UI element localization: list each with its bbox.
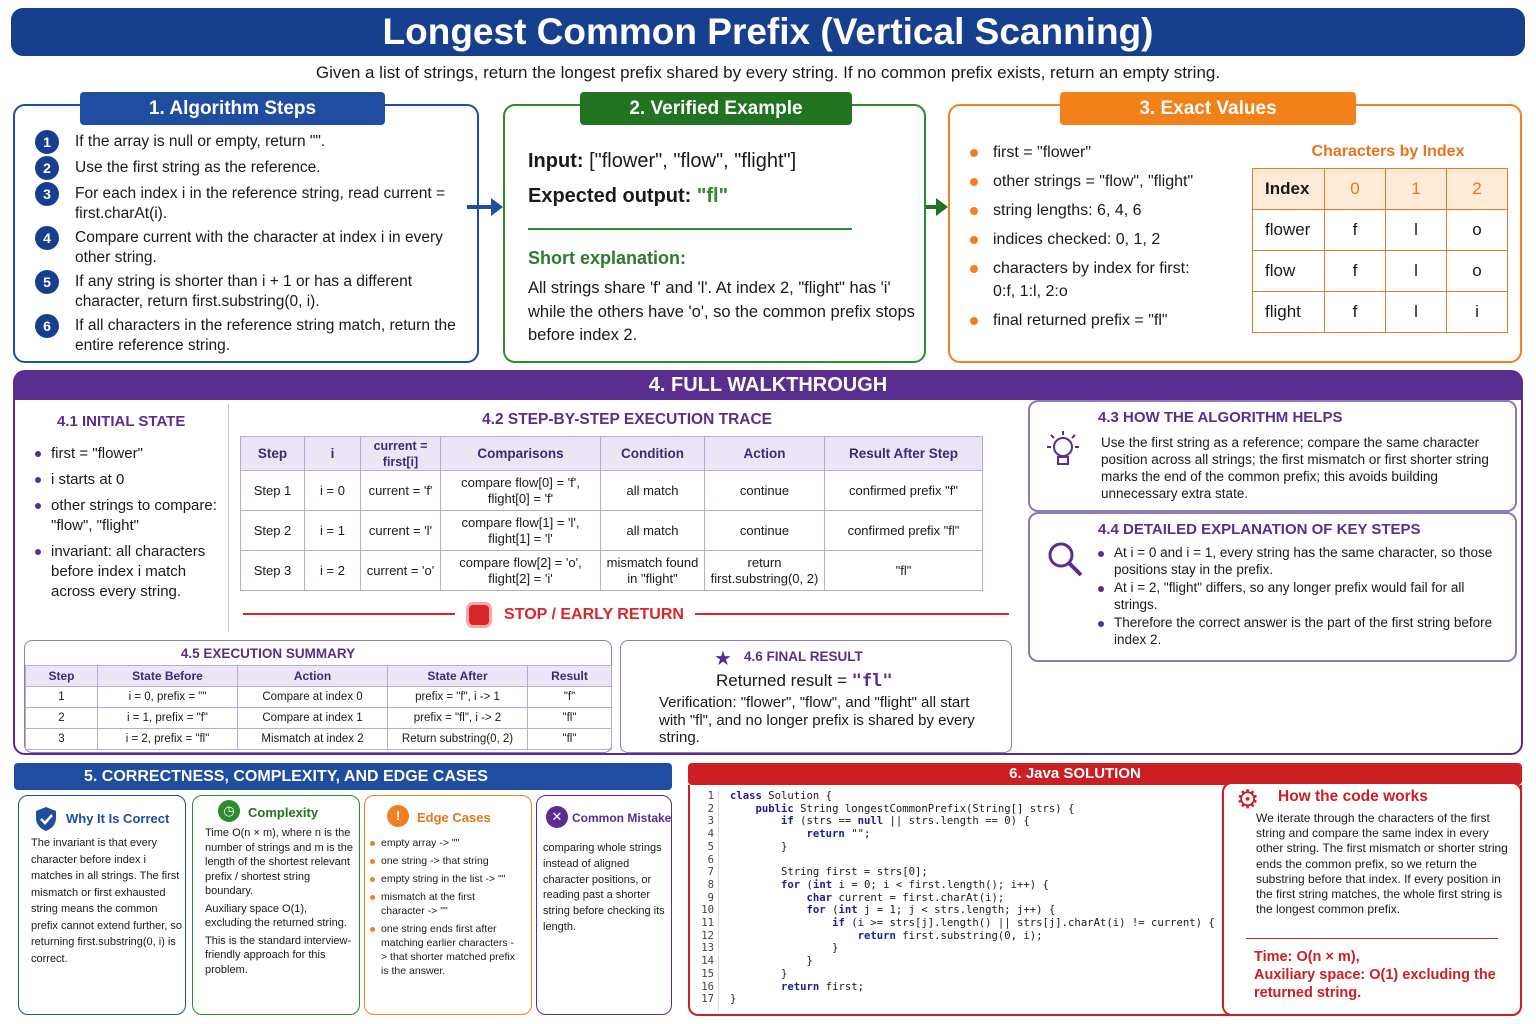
code-text: return ""; <box>806 828 871 841</box>
code-line <box>700 854 1215 867</box>
list-item <box>1098 579 1508 613</box>
table-cell: l <box>1386 251 1447 292</box>
edge-cases-title: Edge Cases <box>417 810 491 825</box>
exact-values-title: 3. Exact Values <box>1060 92 1356 125</box>
table-cell: current = 'o' <box>361 551 441 591</box>
shield-check-icon <box>34 806 58 832</box>
table-row <box>26 687 612 708</box>
result-label: Returned result = <box>716 671 847 690</box>
list-item <box>35 444 225 464</box>
code-text: char current = first.charAt(i); <box>806 891 1005 904</box>
code-line <box>700 981 1215 994</box>
table-cell: all match <box>601 471 705 511</box>
how-code-works-text: We iterate through the characters of the first string and compare the same index in every other string. The first mismatch or shorter string ends the common prefix, so we return the substring before that index. If every position in the first string matches, the whole first string is the longest common prefix. <box>1256 811 1508 917</box>
table-cell: Step 1 <box>241 471 305 511</box>
output-label: Expected output: <box>528 185 692 207</box>
table-header-cell: Comparisons <box>441 437 601 471</box>
space-complexity: Auxiliary space: O(1) excluding the returned string. <box>1254 967 1496 1001</box>
line-number: 2 <box>707 802 714 815</box>
code-text: for (int j = 1; j < strs.length; j++) { <box>806 904 1056 917</box>
item-text: empty string in the list -> "" <box>381 873 506 885</box>
code-text: String first = strs[0]; <box>730 866 928 879</box>
table-header-cell: current = first[i] <box>361 437 441 471</box>
code-line <box>700 917 1215 930</box>
code-text: } <box>730 993 737 1006</box>
table-cell: l <box>1386 292 1447 333</box>
code-text: return first.substring(0, i); <box>857 929 1043 942</box>
table-row <box>1253 210 1508 251</box>
list-item <box>968 309 1238 332</box>
table-header-cell: 0 <box>1325 169 1386 210</box>
line-number: 8 <box>707 878 714 891</box>
algorithm-steps-title: 1. Algorithm Steps <box>80 92 385 125</box>
line-number: 1 <box>707 790 714 802</box>
list-item <box>968 141 1238 164</box>
code-text: } <box>730 942 839 955</box>
list-item <box>370 872 520 886</box>
output-value: "fl" <box>696 185 729 207</box>
table-cell: o <box>1447 251 1508 292</box>
table-header-cell: Step <box>241 437 305 471</box>
code-text: if (i >= strs[j].length() || strs[j].charAt(i) != current) { <box>832 917 1215 930</box>
step-text: If all characters in the reference string match, return the entire reference string. <box>75 317 456 354</box>
item-text: one string -> that string <box>381 855 489 867</box>
value-text: final returned prefix = "fl" <box>993 312 1168 329</box>
code-text: return first; <box>781 980 864 993</box>
table-cell: 3 <box>26 729 98 750</box>
warning-icon: ! <box>387 805 409 827</box>
algorithm-step <box>35 228 465 268</box>
table-cell: i = 0, prefix = "" <box>98 687 238 708</box>
step-number-badge: 6 <box>35 314 59 338</box>
table-cell: "fl" <box>528 708 612 729</box>
code-text: } <box>730 840 788 853</box>
code-block <box>700 790 1215 1006</box>
table-header-cell: Result After Step <box>825 437 983 471</box>
code-text: for (int i = 0; i < first.length(); i++) { <box>781 878 1049 891</box>
item-text: At i = 0 and i = 1, every string has the same character, so those positions stay in the prefix. <box>1114 545 1493 577</box>
table-cell: flower <box>1253 210 1325 251</box>
table-row <box>1253 292 1508 333</box>
table-header-row <box>241 437 983 471</box>
complexity-note: This is the standard interview-friendly approach for this problem. <box>205 934 352 976</box>
list-item <box>370 922 520 978</box>
step-number-badge: 5 <box>35 270 59 294</box>
table-row <box>1253 169 1508 210</box>
line-number: 17 <box>701 993 714 1006</box>
arrow-right-icon <box>465 195 505 219</box>
code-line <box>700 828 1215 841</box>
table-header-cell: State Before <box>98 666 238 687</box>
code-text: class Solution { <box>730 790 833 802</box>
code-line <box>700 904 1215 917</box>
item-text: first = "flower" <box>51 445 143 462</box>
why-correct-title: Why It Is Correct <box>66 811 170 826</box>
input-label: Input: <box>528 150 584 172</box>
value-text: characters by index for first: 0:f, 1:l, 2:o <box>993 260 1190 300</box>
step-text: For each index i in the reference string, read current = first.charAt(i). <box>75 185 446 222</box>
clock-icon: ◷ <box>218 800 240 822</box>
table-cell: mismatch found in "flight" <box>601 551 705 591</box>
page-subtitle: Given a list of strings, return the longest prefix shared by every string. If no common prefix exists, return an empty string. <box>315 63 1221 82</box>
item-text: i starts at 0 <box>51 471 125 488</box>
how-code-works-title: How the code works <box>1278 788 1428 805</box>
key-steps-list <box>1098 544 1508 649</box>
code-text: if (strs == null || strs.length == 0) { <box>781 815 1030 828</box>
line-number: 13 <box>701 942 714 955</box>
walkthrough-title: 4. FULL WALKTHROUGH <box>13 370 1523 400</box>
table-cell: f <box>1325 292 1386 333</box>
item-text: other strings to compare: "flow", "flight" <box>51 497 217 534</box>
step-number-badge: 3 <box>35 182 59 206</box>
table-cell: f <box>1325 251 1386 292</box>
code-line <box>700 942 1215 955</box>
step-text: If the array is null or empty, return "". <box>75 133 326 150</box>
table-cell: 1 <box>26 687 98 708</box>
value-text: first = "flower" <box>993 144 1092 161</box>
table-cell: "fl" <box>825 551 983 591</box>
characters-by-index-title: Characters by Index <box>1311 143 1465 160</box>
algorithm-step <box>35 272 465 312</box>
code-line <box>700 993 1215 1006</box>
item-text: mismatch at the first character -> "" <box>381 891 475 917</box>
table-cell: confirmed prefix "fl" <box>825 511 983 551</box>
table-row <box>241 511 983 551</box>
table-header-cell: Index <box>1253 169 1325 210</box>
table-cell: compare flow[0] = 'f', flight[0] = 'f' <box>441 471 601 511</box>
table-row <box>26 729 612 750</box>
how-algorithm-helps-text: Use the first string as a reference; compare the same character position across all strings; the first mismatch or first shorter string marks the end of the common prefix; this avoids building unnecessary extra state. <box>1101 435 1489 501</box>
table-header-row <box>26 666 612 687</box>
initial-state-list <box>35 444 225 608</box>
common-mistake-title: Common Mistake <box>572 811 672 825</box>
table-cell: i <box>1447 292 1508 333</box>
input-value: ["flower", "flow", "flight"] <box>589 150 797 172</box>
final-result-title: 4.6 FINAL RESULT <box>744 649 863 664</box>
table-header-cell: i <box>305 437 361 471</box>
table-cell: i = 2, prefix = "fl" <box>98 729 238 750</box>
correctness-title: 5. CORRECTNESS, COMPLEXITY, AND EDGE CASES <box>14 763 672 790</box>
table-cell: prefix = "fl", i -> 2 <box>388 708 528 729</box>
table-cell: Step 2 <box>241 511 305 551</box>
exact-values-list <box>968 141 1238 338</box>
how-algorithm-helps-title: 4.3 HOW THE ALGORITHM HELPS <box>1098 409 1343 426</box>
table-row <box>241 551 983 591</box>
time-complexity: Time: O(n × m), <box>1254 949 1360 965</box>
item-text: empty array -> "" <box>381 837 460 849</box>
execution-trace-table <box>240 436 983 591</box>
code-text: } <box>730 967 788 980</box>
list-item <box>968 199 1238 222</box>
table-cell: current = 'l' <box>361 511 441 551</box>
verified-example-title: 2. Verified Example <box>580 92 852 125</box>
table-cell: flow <box>1253 251 1325 292</box>
step-number-badge: 4 <box>35 226 59 250</box>
item-text: Therefore the correct answer is the part of the first string before index 2. <box>1114 615 1493 647</box>
line-number: 15 <box>701 967 714 980</box>
table-cell: continue <box>705 511 825 551</box>
code-line <box>700 790 1215 803</box>
divider <box>228 404 229 632</box>
item-text: one string ends first after matching earlier characters -> that shorter matched prefix is the answer. <box>381 923 515 977</box>
list-item <box>35 470 225 490</box>
list-item <box>35 542 225 602</box>
line-number: 6 <box>707 853 714 866</box>
list-item <box>1098 544 1508 578</box>
table-cell: prefix = "f", i -> 1 <box>388 687 528 708</box>
list-item <box>968 228 1238 251</box>
divider <box>1246 938 1498 939</box>
step-number-badge: 1 <box>35 130 59 154</box>
execution-summary-title: 4.5 EXECUTION SUMMARY <box>180 646 356 661</box>
trace-title: 4.2 STEP-BY-STEP EXECUTION TRACE <box>482 411 772 428</box>
short-explanation-text: All strings share 'f' and 'l'. At index 2, "flight" has 'i' while the others have 'o', so the common prefix stops before index 2. <box>528 279 915 344</box>
java-solution-title: 6. Java SOLUTION <box>688 763 1522 785</box>
execution-summary-table <box>25 665 612 750</box>
code-text: public String longestCommonPrefix(String[] strs) { <box>755 802 1075 815</box>
gear-icon: ⚙ <box>1236 784 1260 814</box>
algorithm-step <box>35 158 465 180</box>
code-line <box>700 879 1215 892</box>
table-cell: compare flow[1] = 'l', flight[1] = 'l' <box>441 511 601 551</box>
complexity-space: Auxiliary space O(1), excluding the returned string. <box>205 902 347 929</box>
algorithm-step <box>35 132 465 154</box>
final-result-line <box>716 671 893 691</box>
code-line <box>700 815 1215 828</box>
table-header-cell: Condition <box>601 437 705 471</box>
table-header-cell: Action <box>238 666 388 687</box>
complexity-summary <box>1254 948 1514 1002</box>
divider <box>528 228 852 230</box>
list-item <box>370 890 520 918</box>
table-cell: i = 2 <box>305 551 361 591</box>
table-header-cell: Result <box>528 666 612 687</box>
table-cell: continue <box>705 471 825 511</box>
verification-text: Verification: "flower", "flow", and "flight" all start with "fl", and no longer prefix is shared by every string. <box>659 694 975 746</box>
line-number: 9 <box>707 891 714 904</box>
code-text: } <box>730 955 813 968</box>
complexity-time: Time O(n × m), where n is the number of strings and m is the length of the shortest relevant prefix / shortest string boundary. <box>205 827 353 897</box>
x-icon: ✕ <box>546 806 568 828</box>
code-line <box>700 803 1215 816</box>
table-cell: i = 1 <box>305 511 361 551</box>
common-mistake-text: comparing whole strings instead of aligned character positions, or reading past a shorter string before checking its length. <box>543 842 665 933</box>
table-cell: return first.substring(0, 2) <box>705 551 825 591</box>
line-number: 12 <box>701 929 714 942</box>
table-header-cell: 1 <box>1386 169 1447 210</box>
table-cell: Return substring(0, 2) <box>388 729 528 750</box>
line-number: 3 <box>707 815 714 828</box>
value-text: string lengths: 6, 4, 6 <box>993 202 1142 219</box>
lightbulb-icon <box>1044 430 1082 470</box>
key-steps-title: 4.4 DETAILED EXPLANATION OF KEY STEPS <box>1098 521 1421 538</box>
step-text: Compare current with the character at index i in every other string. <box>75 229 443 266</box>
code-line <box>700 892 1215 905</box>
table-cell: i = 0 <box>305 471 361 511</box>
table-cell: Mismatch at index 2 <box>238 729 388 750</box>
code-line <box>700 841 1215 854</box>
short-explanation-label: Short explanation: <box>528 248 687 268</box>
line-number: 7 <box>707 866 714 879</box>
step-text: Use the first string as the reference. <box>75 159 321 176</box>
line-number: 16 <box>701 980 714 993</box>
complexity-title: Complexity <box>248 805 319 820</box>
table-cell: i = 1, prefix = "f" <box>98 708 238 729</box>
complexity-text <box>205 826 355 977</box>
table-cell: 2 <box>26 708 98 729</box>
table-header-cell: 2 <box>1447 169 1508 210</box>
code-line <box>700 866 1215 879</box>
algorithm-steps-list <box>35 132 465 360</box>
page-title: Longest Common Prefix (Vertical Scanning) <box>11 8 1525 56</box>
algorithm-step <box>35 316 465 356</box>
step-text: If any string is shorter than i + 1 or has a different character, return first.substring(0, i). <box>75 273 413 310</box>
list-item <box>1098 614 1508 648</box>
list-item <box>370 854 520 868</box>
table-header-cell: Action <box>705 437 825 471</box>
result-value: "fl" <box>851 671 893 691</box>
value-text: other strings = "flow", "flight" <box>993 173 1194 190</box>
line-number: 10 <box>701 904 714 917</box>
code-line <box>700 968 1215 981</box>
list-item <box>35 496 225 536</box>
code-line <box>700 930 1215 943</box>
table-cell: o <box>1447 210 1508 251</box>
table-cell: flight <box>1253 292 1325 333</box>
table-cell: l <box>1386 210 1447 251</box>
example-input <box>528 150 796 173</box>
step-number-badge: 2 <box>35 156 59 180</box>
line-number: 11 <box>701 917 714 930</box>
table-cell: f <box>1325 210 1386 251</box>
table-header-cell: State After <box>388 666 528 687</box>
table-cell: Step 3 <box>241 551 305 591</box>
star-icon: ★ <box>714 648 732 670</box>
edge-cases-list <box>370 836 520 982</box>
characters-by-index-table <box>1252 168 1508 333</box>
table-header-cell: Step <box>26 666 98 687</box>
table-cell: Compare at index 1 <box>238 708 388 729</box>
table-row <box>26 708 612 729</box>
list-item <box>370 836 520 850</box>
line-number: 5 <box>707 840 714 853</box>
table-cell: Compare at index 0 <box>238 687 388 708</box>
example-output <box>528 185 728 208</box>
value-text: indices checked: 0, 1, 2 <box>993 231 1161 248</box>
algorithm-step <box>35 184 465 224</box>
item-text: At i = 2, "flight" differs, so any longer prefix would fail for all strings. <box>1114 580 1465 612</box>
table-row <box>241 471 983 511</box>
table-cell: compare flow[2] = 'o', flight[2] = 'i' <box>441 551 601 591</box>
item-text: invariant: all characters before index i match across every string. <box>51 543 206 600</box>
line-number: 14 <box>701 955 714 968</box>
stop-label: STOP / EARLY RETURN <box>504 606 684 623</box>
list-item <box>968 257 1213 303</box>
initial-state-title: 4.1 INITIAL STATE <box>57 413 186 430</box>
table-cell: "fl" <box>528 729 612 750</box>
table-cell: all match <box>601 511 705 551</box>
table-row <box>1253 251 1508 292</box>
magnifier-icon <box>1046 540 1084 578</box>
list-item <box>968 170 1238 193</box>
table-cell: "f" <box>528 687 612 708</box>
code-line <box>700 955 1215 968</box>
table-cell: current = 'f' <box>361 471 441 511</box>
line-number: 4 <box>707 828 714 841</box>
why-correct-text: The invariant is that every character before index i matches in all strings. The first mismatch or first exhausted string means the common prefix cannot extend further, so returning first.substring(0, i) is correct. <box>31 837 183 965</box>
stop-sign-icon <box>466 602 492 628</box>
stop-marker <box>455 600 695 630</box>
table-cell: confirmed prefix "f" <box>825 471 983 511</box>
